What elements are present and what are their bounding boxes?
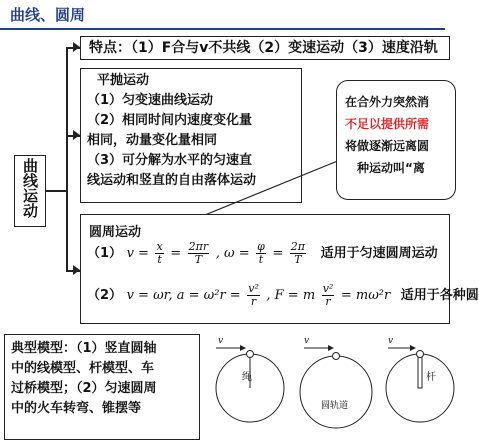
fraction-x-over-t bbox=[155, 241, 163, 266]
note-line-1: 在合外力突然消 bbox=[345, 95, 430, 109]
title-underline bbox=[0, 28, 445, 30]
fraction-v2-over-r bbox=[247, 283, 260, 308]
model-line-4: 中的火车转弯、锥摆等 bbox=[11, 401, 142, 416]
formula-1-v: v = bbox=[126, 246, 149, 261]
projectile-line-2: （2）相同时间内速度变化量 bbox=[87, 113, 253, 128]
frac-num: v² bbox=[248, 282, 259, 295]
model-line-1: 典型模型：（1）竖直圆轴 bbox=[11, 341, 157, 356]
rope-label: 绳 bbox=[242, 372, 252, 383]
centrifugal-note bbox=[336, 80, 456, 200]
circular-heading: 圆周运动 bbox=[89, 225, 142, 240]
frac-den: t bbox=[157, 253, 162, 266]
formula-1-omega: , ω = bbox=[215, 246, 250, 261]
fraction-2pi-over-T bbox=[290, 241, 306, 266]
circular-motion-box bbox=[80, 214, 479, 324]
rod-model-diagram bbox=[380, 336, 445, 436]
rod-label: 杆 bbox=[426, 372, 436, 383]
frac-num: 2π bbox=[290, 240, 306, 253]
formula-2-c: = mω²r bbox=[340, 288, 391, 303]
frac-num: φ bbox=[257, 240, 265, 253]
page-title: 曲线、圆周 bbox=[10, 6, 86, 24]
root-node-curved-motion bbox=[14, 155, 46, 227]
rope-v-label: v bbox=[218, 336, 224, 346]
frac-den: T bbox=[194, 253, 203, 266]
track-v-label: v bbox=[304, 336, 310, 346]
model-line-2: 中的线模型、杆模型、车 bbox=[11, 361, 155, 376]
feature-box bbox=[80, 36, 450, 60]
root-node-label: 曲线运动 bbox=[21, 158, 39, 218]
track-label: 圆轨道 bbox=[321, 401, 349, 411]
feature-text: 特点：（1）F合与v不共线（2）变速运动（3）速度沿轨 bbox=[89, 40, 438, 56]
frac-den: T bbox=[294, 253, 302, 266]
connector-vertical-trunk bbox=[66, 47, 68, 270]
frac-den: t bbox=[258, 253, 264, 266]
projectile-heading: 平抛运动 bbox=[97, 73, 150, 88]
formula-line-2 bbox=[87, 283, 479, 308]
frac-num: v² bbox=[322, 282, 334, 295]
projectile-line-4: （3）可分解为水平的匀速直 bbox=[87, 153, 253, 168]
frac-num: x bbox=[156, 240, 163, 253]
projectile-line-5: 线运动和竖直的自由落体运动 bbox=[87, 173, 257, 188]
frac-num: 2πr bbox=[188, 240, 209, 253]
formula-1-prefix: （1） bbox=[87, 246, 123, 261]
formula-2-b: , F = m bbox=[266, 288, 316, 303]
rope-model-diagram bbox=[210, 336, 290, 436]
fraction-v2-over-r-2 bbox=[322, 283, 335, 308]
rod-v-label: v bbox=[388, 336, 394, 346]
formula-1-eq2: = bbox=[272, 246, 284, 261]
projectile-line-1: （1）匀变速曲线运动 bbox=[87, 93, 214, 108]
model-line-3: 过桥模型；（2）匀速圆周 bbox=[11, 381, 157, 396]
typical-models-box bbox=[4, 334, 200, 440]
note-line-3: 将做逐渐远离圆 bbox=[345, 139, 430, 153]
projectile-line-3: 相同，动量变化量相同 bbox=[87, 133, 218, 148]
fraction-2pir-over-T bbox=[188, 241, 210, 266]
fraction-phi-over-t bbox=[256, 241, 266, 266]
frac-den: r bbox=[250, 295, 257, 308]
formula-2-suffix: 适用于各种圆 bbox=[400, 288, 479, 303]
formula-line-1 bbox=[87, 241, 438, 266]
formula-1-eq: = bbox=[170, 246, 182, 261]
connector-horizontal-root bbox=[46, 190, 66, 192]
formula-2-prefix: （2） bbox=[87, 288, 123, 303]
note-line-2: 不足以提供所需 bbox=[345, 117, 430, 131]
formula-1-suffix: 适用于匀速圆周运动 bbox=[320, 246, 438, 261]
frac-den: r bbox=[325, 295, 331, 308]
formula-2-a: v = ωr, a = ω²r = bbox=[126, 288, 241, 303]
track-model-diagram bbox=[296, 336, 376, 436]
note-line-4: 种运动叫“离 bbox=[357, 161, 425, 175]
